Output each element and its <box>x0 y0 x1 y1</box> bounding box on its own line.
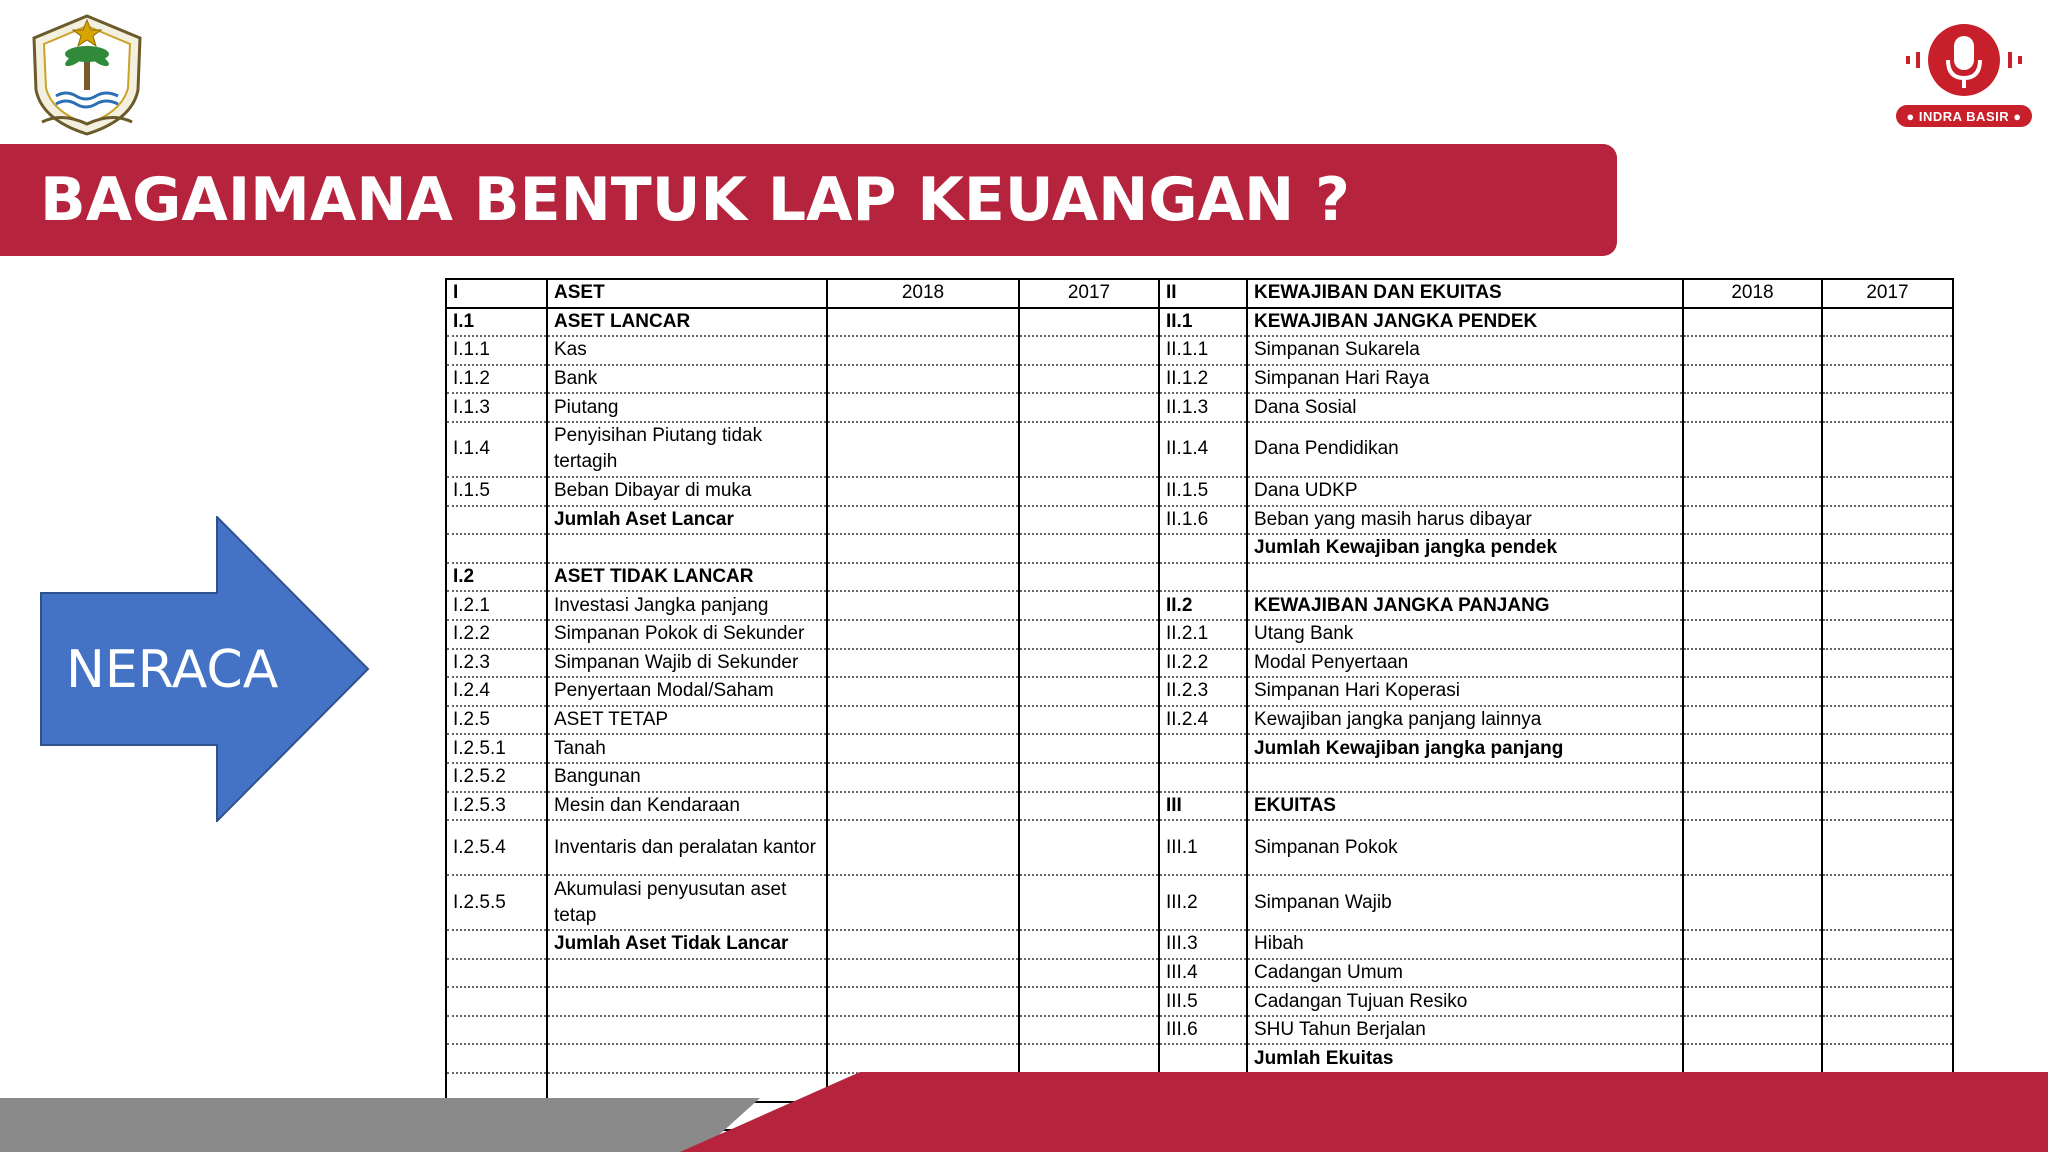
left-2017-cell <box>1019 677 1159 706</box>
left-code-cell: I.1.5 <box>446 477 547 506</box>
right-2018-cell <box>1683 1016 1822 1045</box>
left-2017-cell <box>1019 792 1159 821</box>
right-code-cell <box>1159 563 1247 592</box>
right-account-cell: Simpanan Pokok <box>1247 820 1683 875</box>
left-account-cell: Simpanan Pokok di Sekunder <box>547 620 827 649</box>
left-2017-cell <box>1019 820 1159 875</box>
right-2017-cell <box>1822 336 1953 365</box>
table-row <box>446 875 1953 930</box>
right-2017-cell <box>1822 792 1953 821</box>
right-2017-cell <box>1822 422 1953 477</box>
left-2017-cell <box>1019 620 1159 649</box>
right-2018-cell <box>1683 763 1822 792</box>
right-2018-cell <box>1683 677 1822 706</box>
right-account-cell: Simpanan Sukarela <box>1247 336 1683 365</box>
balance-sheet-table <box>445 278 1954 1131</box>
left-2017-cell <box>1019 336 1159 365</box>
table-row <box>446 987 1953 1016</box>
left-account-cell: Investasi Jangka panjang <box>547 591 827 620</box>
left-2017-cell <box>1019 763 1159 792</box>
left-code-cell: I.2.3 <box>446 649 547 678</box>
right-account-cell: Simpanan Hari Koperasi <box>1247 677 1683 706</box>
right-2017-cell <box>1822 1044 1953 1073</box>
right-account-cell: Dana Sosial <box>1247 393 1683 422</box>
right-2018-cell <box>1683 365 1822 394</box>
right-2017-cell <box>1822 1016 1953 1045</box>
right-2017-cell <box>1822 477 1953 506</box>
right-code-cell: II.2.1 <box>1159 620 1247 649</box>
right-2017-cell <box>1822 763 1953 792</box>
left-2018-cell <box>827 563 1019 592</box>
left-code-cell: I.2.5.2 <box>446 763 547 792</box>
left-code-cell: I.1.4 <box>446 422 547 477</box>
left-account-cell: Simpanan Wajib di Sekunder <box>547 649 827 678</box>
right-code-cell: III.5 <box>1159 987 1247 1016</box>
table-row <box>446 792 1953 821</box>
left-2017-cell <box>1019 308 1159 337</box>
right-2017-cell <box>1822 677 1953 706</box>
left-2017-cell <box>1019 365 1159 394</box>
header-year-2018-left: 2018 <box>827 279 1019 308</box>
right-code-cell <box>1159 763 1247 792</box>
left-account-cell: ASET TIDAK LANCAR <box>547 563 827 592</box>
left-account-cell: Bangunan <box>547 763 827 792</box>
right-2017-cell <box>1822 987 1953 1016</box>
right-account-cell: Simpanan Wajib <box>1247 875 1683 930</box>
left-2018-cell <box>827 365 1019 394</box>
right-account-cell: Jumlah Kewajiban jangka panjang <box>1247 734 1683 763</box>
left-2018-cell <box>827 763 1019 792</box>
header-aset: ASET <box>547 279 827 308</box>
right-2018-cell <box>1683 620 1822 649</box>
right-code-cell: II.1.1 <box>1159 336 1247 365</box>
left-2018-cell <box>827 677 1019 706</box>
left-2017-cell <box>1019 875 1159 930</box>
left-code-cell <box>446 1044 547 1073</box>
right-2018-cell <box>1683 649 1822 678</box>
brand-name: INDRA BASIR <box>1918 108 2010 124</box>
left-account-cell: ASET LANCAR <box>547 308 827 337</box>
left-code-cell <box>446 987 547 1016</box>
left-code-cell: I.2.4 <box>446 677 547 706</box>
right-2018-cell <box>1683 875 1822 930</box>
table-row <box>446 393 1953 422</box>
brand-name-badge <box>1896 105 2032 127</box>
left-2018-cell <box>827 792 1019 821</box>
page-title: BAGAIMANA BENTUK LAP KEUANGAN ? <box>40 165 1350 235</box>
left-2017-cell <box>1019 734 1159 763</box>
left-2018-cell <box>827 336 1019 365</box>
left-account-cell: Kas <box>547 336 827 365</box>
neraca-label: NERACA <box>66 640 279 700</box>
right-2017-cell <box>1822 365 1953 394</box>
right-account-cell: Cadangan Tujuan Resiko <box>1247 987 1683 1016</box>
right-2017-cell <box>1822 563 1953 592</box>
left-2017-cell <box>1019 930 1159 959</box>
right-2018-cell <box>1683 930 1822 959</box>
right-code-cell: II.1.3 <box>1159 393 1247 422</box>
right-code-cell: III <box>1159 792 1247 821</box>
left-2017-cell <box>1019 706 1159 735</box>
right-code-cell: II.1.4 <box>1159 422 1247 477</box>
right-2017-cell <box>1822 875 1953 930</box>
table-row <box>446 591 1953 620</box>
right-2017-cell <box>1822 820 1953 875</box>
right-2018-cell <box>1683 563 1822 592</box>
left-2018-cell <box>827 930 1019 959</box>
right-code-cell <box>1159 734 1247 763</box>
table-row <box>446 308 1953 337</box>
brand-dot-icon: ● <box>2009 108 2022 124</box>
left-2017-cell <box>1019 534 1159 563</box>
left-code-cell <box>446 959 547 988</box>
left-2017-cell <box>1019 1044 1159 1073</box>
table-row <box>446 677 1953 706</box>
right-2017-cell <box>1822 506 1953 535</box>
right-code-cell: II.2 <box>1159 591 1247 620</box>
title-bar <box>0 144 1617 256</box>
table-row <box>446 563 1953 592</box>
right-account-cell: Jumlah Ekuitas <box>1247 1044 1683 1073</box>
right-code-cell: II.2.4 <box>1159 706 1247 735</box>
right-2017-cell <box>1822 308 1953 337</box>
header-code-left: I <box>446 279 547 308</box>
left-account-cell: ASET TETAP <box>547 706 827 735</box>
left-2018-cell <box>827 620 1019 649</box>
right-account-cell: Cadangan Umum <box>1247 959 1683 988</box>
left-account-cell: Mesin dan Kendaraan <box>547 792 827 821</box>
left-account-cell <box>547 1044 827 1073</box>
left-account-cell: Beban Dibayar di muka <box>547 477 827 506</box>
right-code-cell: III.2 <box>1159 875 1247 930</box>
left-2018-cell <box>827 734 1019 763</box>
left-2017-cell <box>1019 591 1159 620</box>
header-code-right: II <box>1159 279 1247 308</box>
left-account-cell: Penyertaan Modal/Saham <box>547 677 827 706</box>
left-code-cell <box>446 534 547 563</box>
right-2017-cell <box>1822 959 1953 988</box>
left-account-cell: Tanah <box>547 734 827 763</box>
left-2018-cell <box>827 477 1019 506</box>
table-row <box>446 930 1953 959</box>
right-2018-cell <box>1683 477 1822 506</box>
header-year-2017-right: 2017 <box>1822 279 1953 308</box>
left-account-cell: Piutang <box>547 393 827 422</box>
left-2017-cell <box>1019 506 1159 535</box>
header-year-2018-right: 2018 <box>1683 279 1822 308</box>
left-2018-cell <box>827 987 1019 1016</box>
left-account-cell: Akumulasi penyusutan aset tetap <box>547 875 827 930</box>
right-account-cell: EKUITAS <box>1247 792 1683 821</box>
right-2018-cell <box>1683 987 1822 1016</box>
table-row <box>446 422 1953 477</box>
right-2018-cell <box>1683 336 1822 365</box>
right-account-cell: Simpanan Hari Raya <box>1247 365 1683 394</box>
table-row <box>446 620 1953 649</box>
left-2018-cell <box>827 506 1019 535</box>
left-2018-cell <box>827 649 1019 678</box>
table-row <box>446 1044 1953 1073</box>
table-header-row <box>446 279 1953 308</box>
right-account-cell: Modal Penyertaan <box>1247 649 1683 678</box>
left-2018-cell <box>827 393 1019 422</box>
table-row <box>446 706 1953 735</box>
right-2018-cell <box>1683 959 1822 988</box>
right-2017-cell <box>1822 930 1953 959</box>
left-code-cell: I.2 <box>446 563 547 592</box>
right-code-cell: II.1 <box>1159 308 1247 337</box>
right-code-cell: II.2.3 <box>1159 677 1247 706</box>
bottom-decoration <box>0 1072 2048 1152</box>
table-row <box>446 763 1953 792</box>
left-2018-cell <box>827 959 1019 988</box>
left-2018-cell <box>827 820 1019 875</box>
right-account-cell: KEWAJIBAN JANGKA PENDEK <box>1247 308 1683 337</box>
table-row <box>446 649 1953 678</box>
left-code-cell: I.2.5 <box>446 706 547 735</box>
right-code-cell: II.1.2 <box>1159 365 1247 394</box>
table-row <box>446 506 1953 535</box>
left-account-cell <box>547 959 827 988</box>
left-code-cell <box>446 1016 547 1045</box>
right-2017-cell <box>1822 706 1953 735</box>
left-2017-cell <box>1019 563 1159 592</box>
right-2017-cell <box>1822 734 1953 763</box>
right-account-cell: Kewajiban jangka panjang lainnya <box>1247 706 1683 735</box>
left-2018-cell <box>827 308 1019 337</box>
left-code-cell: I.2.5.3 <box>446 792 547 821</box>
left-account-cell: Penyisihan Piutang tidak tertagih <box>547 422 827 477</box>
left-code-cell: I.2.5.5 <box>446 875 547 930</box>
left-2017-cell <box>1019 649 1159 678</box>
right-code-cell: II.1.6 <box>1159 506 1247 535</box>
right-code-cell: III.4 <box>1159 959 1247 988</box>
right-account-cell: Hibah <box>1247 930 1683 959</box>
right-account-cell: Jumlah Kewajiban jangka pendek <box>1247 534 1683 563</box>
left-account-cell <box>547 1016 827 1045</box>
left-account-cell: Jumlah Aset Tidak Lancar <box>547 930 827 959</box>
right-2017-cell <box>1822 649 1953 678</box>
right-account-cell: Utang Bank <box>1247 620 1683 649</box>
right-account-cell: KEWAJIBAN JANGKA PANJANG <box>1247 591 1683 620</box>
right-account-cell <box>1247 763 1683 792</box>
table-row <box>446 820 1953 875</box>
header-kewajiban-ekuitas: KEWAJIBAN DAN EKUITAS <box>1247 279 1683 308</box>
right-2018-cell <box>1683 308 1822 337</box>
left-2018-cell <box>827 591 1019 620</box>
left-2017-cell <box>1019 477 1159 506</box>
left-2018-cell <box>827 534 1019 563</box>
right-2017-cell <box>1822 534 1953 563</box>
table-row <box>446 365 1953 394</box>
left-account-cell <box>547 987 827 1016</box>
right-2017-cell <box>1822 393 1953 422</box>
right-code-cell: III.6 <box>1159 1016 1247 1045</box>
left-account-cell: Bank <box>547 365 827 394</box>
left-code-cell: I.1.2 <box>446 365 547 394</box>
left-2018-cell <box>827 1016 1019 1045</box>
right-2017-cell <box>1822 620 1953 649</box>
right-code-cell <box>1159 1044 1247 1073</box>
table-row <box>446 336 1953 365</box>
left-2018-cell <box>827 706 1019 735</box>
right-2018-cell <box>1683 706 1822 735</box>
left-code-cell: I.2.5.4 <box>446 820 547 875</box>
right-2018-cell <box>1683 1044 1822 1073</box>
left-code-cell <box>446 506 547 535</box>
left-2018-cell <box>827 1044 1019 1073</box>
left-code-cell <box>446 930 547 959</box>
right-2017-cell <box>1822 591 1953 620</box>
left-2017-cell <box>1019 987 1159 1016</box>
right-2018-cell <box>1683 591 1822 620</box>
left-2017-cell <box>1019 1016 1159 1045</box>
left-code-cell: I.1 <box>446 308 547 337</box>
left-2018-cell <box>827 422 1019 477</box>
right-2018-cell <box>1683 734 1822 763</box>
header-year-2017-left: 2017 <box>1019 279 1159 308</box>
right-account-cell: Beban yang masih harus dibayar <box>1247 506 1683 535</box>
right-2018-cell <box>1683 820 1822 875</box>
left-2017-cell <box>1019 959 1159 988</box>
left-2017-cell <box>1019 422 1159 477</box>
right-account-cell: Dana UDKP <box>1247 477 1683 506</box>
right-code-cell: II.1.5 <box>1159 477 1247 506</box>
left-code-cell: I.2.1 <box>446 591 547 620</box>
university-logo <box>22 12 152 138</box>
right-2018-cell <box>1683 534 1822 563</box>
left-account-cell: Inventaris dan peralatan kantor <box>547 820 827 875</box>
left-2018-cell <box>827 875 1019 930</box>
left-code-cell: I.1.1 <box>446 336 547 365</box>
right-2018-cell <box>1683 422 1822 477</box>
left-account-cell: Jumlah Aset Lancar <box>547 506 827 535</box>
left-account-cell <box>547 534 827 563</box>
right-account-cell <box>1247 563 1683 592</box>
right-account-cell: SHU Tahun Berjalan <box>1247 1016 1683 1045</box>
left-2017-cell <box>1019 393 1159 422</box>
table-row <box>446 1016 1953 1045</box>
table-row <box>446 959 1953 988</box>
table-row <box>446 734 1953 763</box>
right-code-cell <box>1159 534 1247 563</box>
right-code-cell: III.3 <box>1159 930 1247 959</box>
right-code-cell: III.1 <box>1159 820 1247 875</box>
left-code-cell: I.2.5.1 <box>446 734 547 763</box>
right-2018-cell <box>1683 506 1822 535</box>
right-code-cell: II.2.2 <box>1159 649 1247 678</box>
right-account-cell: Dana Pendidikan <box>1247 422 1683 477</box>
right-2018-cell <box>1683 393 1822 422</box>
left-code-cell: I.1.3 <box>446 393 547 422</box>
left-code-cell: I.2.2 <box>446 620 547 649</box>
table-row <box>446 477 1953 506</box>
table-row <box>446 534 1953 563</box>
brand-dot-icon: ● <box>1906 108 1919 124</box>
right-2018-cell <box>1683 792 1822 821</box>
